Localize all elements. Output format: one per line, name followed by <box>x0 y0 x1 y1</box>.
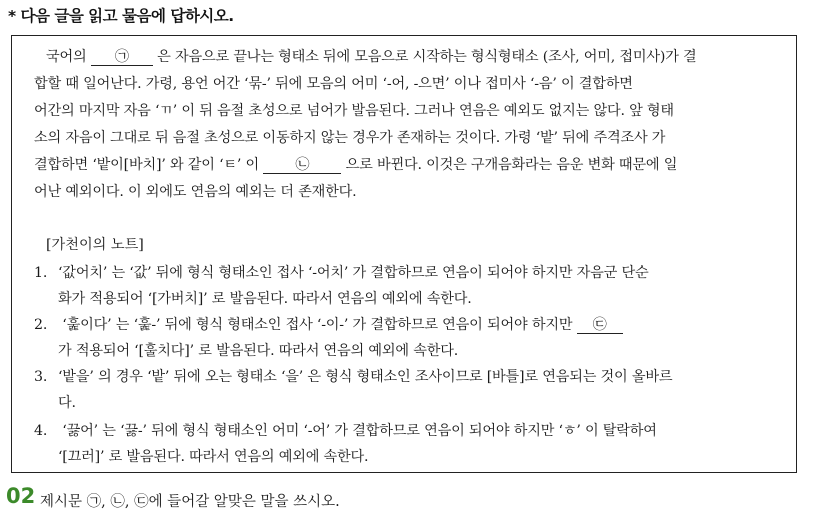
note-item-3 <box>34 366 672 386</box>
note-item-3-cont: 다. <box>58 395 76 411</box>
passage-line-4: 소의 자음이 그대로 뒤 음절 초성으로 이동하지 않는 경우가 존재하는 것이다. 가령 ‘밭’ 뒤에 주격조사 가 <box>34 130 666 146</box>
note-item-4-cont: ‘[끄러]’ 로 발음된다. 따라서 연음의 예외에 속한다. <box>58 449 369 465</box>
question-number: 02 <box>6 484 36 508</box>
item-text: ‘끓어’ 는 ‘끓-’ 뒤에 형식 형태소인 어미 ‘-어’ 가 결합하므로 연음이 되어야 하지만 ‘ㅎ’ 이 탈락하여 <box>58 423 657 439</box>
item-text: ‘값어치’ 는 ‘값’ 뒤에 형식 형태소인 접사 ‘-어치’ 가 결합하므로 연음이 되어야 하지만 자음군 단순 <box>58 265 649 281</box>
passage-line-5 <box>34 154 677 174</box>
passage-line-2: 합할 때 일어난다. 가령, 용언 어간 ‘묶-’ 뒤에 모음의 어미 ‘-어, -으면’ 이나 접미사 ‘-음’ 이 결합하면 <box>34 76 633 92</box>
note-title: [가천이의 노트] <box>46 237 144 253</box>
blank-1: ㉠ <box>91 50 153 66</box>
passage-box <box>11 35 797 473</box>
passage-line-1 <box>46 46 697 66</box>
passage-text: 국어의 <box>46 49 91 65</box>
passage-line-6: 어난 예외이다. 이 외에도 연음의 예외는 더 존재한다. <box>34 184 357 200</box>
note-item-1 <box>34 262 648 282</box>
item-text: ‘훑이다’ 는 ‘훑-’ 뒤에 형식 형태소인 접사 ‘-이-’ 가 결합하므로 연음이 되어야 하지만 <box>58 317 577 333</box>
passage-text: 으로 바뀐다. 이것은 구개음화라는 음운 변화 때문에 일 <box>341 157 678 173</box>
passage-text: 결합하면 ‘밭이[바치]’ 와 같이 ‘ㅌ’ 이 <box>34 157 264 173</box>
instruction: * 다음 글을 읽고 물음에 답하시오. <box>8 7 234 25</box>
blank-3: ㉢ <box>577 318 623 334</box>
question-text: 제시문 ㉠, ㉡, ㉢에 들어갈 알맞은 말을 쓰시오. <box>40 494 340 510</box>
item-text: ‘밭을’ 의 경우 ‘밭’ 뒤에 오는 형태소 ‘을’ 은 형식 형태소인 조사이므로 [바틀]로 연음되는 것이 올바르 <box>58 369 673 385</box>
item-number: 2. <box>34 317 48 333</box>
passage-line-3: 어간의 마지막 자음 ‘ㄲ’ 이 뒤 음절 초성으로 넘어가 발음된다. 그러나 연음은 예외도 없지는 않다. 앞 형태 <box>34 103 674 119</box>
note-item-4 <box>34 420 657 440</box>
note-item-2-cont: 가 적용되어 ‘[훌치다]’ 로 발음된다. 따라서 연음의 예외에 속한다. <box>58 343 459 359</box>
item-number: 3. <box>34 369 48 385</box>
item-number: 1. <box>34 265 48 281</box>
note-item-1-cont: 화가 적용되어 ‘[가버치]’ 로 발음된다. 따라서 연음의 예외에 속한다. <box>58 291 472 307</box>
item-number: 4. <box>34 423 48 439</box>
blank-2: ㉡ <box>263 158 341 174</box>
note-item-2 <box>34 314 623 334</box>
passage-text: 은 자음으로 끝나는 형태소 뒤에 모음으로 시작하는 형식형태소 (조사, 어미, 접미사)가 결 <box>152 49 697 65</box>
